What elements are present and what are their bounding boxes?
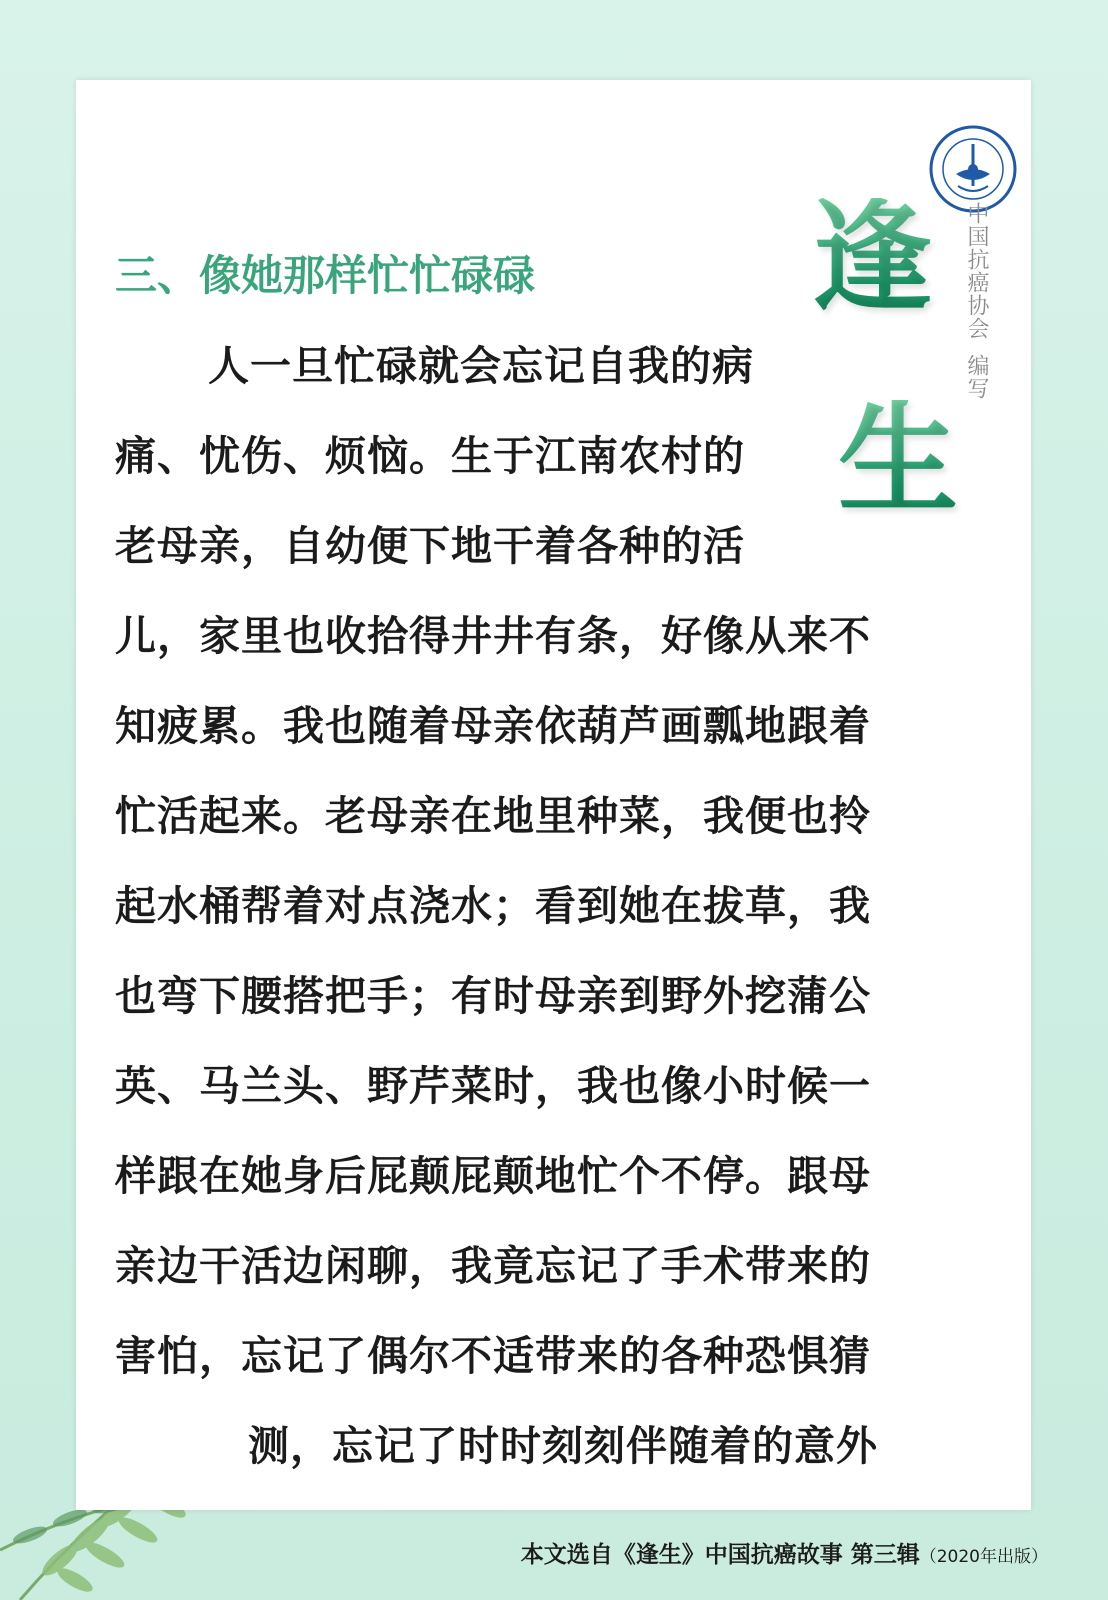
- organization-credit: [958, 202, 988, 400]
- organization-name: 中国抗癌协会: [964, 202, 989, 340]
- association-logo-icon: [928, 124, 1018, 214]
- article-line: 知疲累。我也随着母亲依葫芦画瓢地跟着: [115, 702, 871, 750]
- article-line: 老母亲，自幼便下地干着各种的活: [115, 522, 745, 570]
- article-line: 起水桶帮着对点浇水；看到她在拔草，我: [115, 882, 871, 930]
- source-credit: [521, 1536, 1048, 1569]
- edition-text: （2020年出版）: [919, 1547, 1048, 1567]
- article-line: 人一旦忙碌就会忘记自我的病: [208, 342, 754, 390]
- article-line: 痛、忧伤、烦恼。生于江南农村的: [115, 432, 745, 480]
- article-line: 样跟在她身后屁颠屁颠地忙个不停。跟母: [115, 1152, 871, 1200]
- article-line: 也弯下腰搭把手；有时母亲到野外挖蒲公: [115, 972, 871, 1020]
- article-line: 儿，家里也收拾得井井有条，好像从来不: [115, 612, 871, 660]
- article-line: 害怕，忘记了偶尔不适带来的各种恐惧猜: [115, 1332, 871, 1380]
- section-title: 三、像她那样忙忙碌碌: [115, 251, 536, 300]
- article-line: 亲边干活边闲聊，我竟忘记了手术带来的: [115, 1242, 871, 1290]
- article-line: 忙活起来。老母亲在地里种菜，我便也拎: [115, 792, 871, 840]
- organization-role: 编写: [964, 354, 989, 400]
- brand-title-char-1: 逢: [812, 187, 932, 328]
- article-line: 测，忘记了时时刻刻伴随着的意外: [248, 1422, 878, 1470]
- article-line: 英、马兰头、野芹菜时，我也像小时候一: [115, 1062, 871, 1110]
- source-text: 本文选自《逢生》中国抗癌故事 第三辑: [520, 1542, 920, 1568]
- brand-title-char-2: 生: [838, 389, 958, 530]
